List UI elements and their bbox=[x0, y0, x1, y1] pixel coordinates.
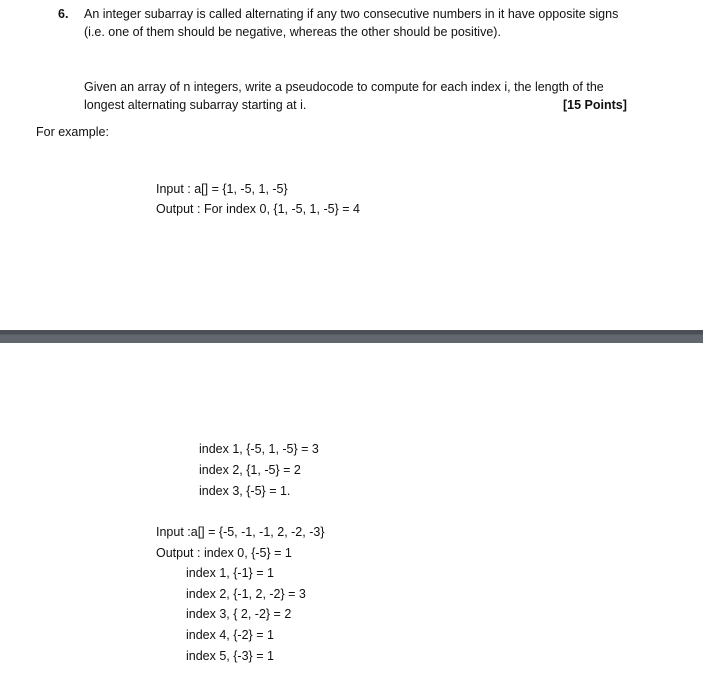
example1-index-line: index 1, {-5, 1, -5} = 3 bbox=[199, 442, 319, 456]
example2-index-line: index 5, {-3} = 1 bbox=[186, 649, 274, 663]
example-heading: For example: bbox=[36, 125, 109, 139]
example1-output: Output : For index 0, {1, -5, 1, -5} = 4 bbox=[156, 202, 360, 216]
example1-input: Input : a[] = {1, -5, 1, -5} bbox=[156, 182, 288, 196]
example1-index-line: index 3, {-5} = 1. bbox=[199, 484, 291, 498]
example2-index-line: index 2, {-1, 2, -2} = 3 bbox=[186, 587, 306, 601]
example2-input: Input :a[] = {-5, -1, -1, 2, -2, -3} bbox=[156, 525, 325, 539]
question-text-line-1: An integer subarray is called alternating if any two consecutive numbers in it have opposite signs bbox=[84, 7, 619, 21]
question-number: 6. bbox=[58, 7, 69, 21]
example2-index-line: index 3, { 2, -2} = 2 bbox=[186, 607, 292, 621]
task-text-line-2: longest alternating subarray starting at i. bbox=[84, 98, 307, 112]
example2-output: Output : index 0, {-5} = 1 bbox=[156, 546, 292, 560]
example2-index-line: index 1, {-1} = 1 bbox=[186, 566, 274, 580]
example1-index-line: index 2, {1, -5} = 2 bbox=[199, 463, 301, 477]
points-label: [15 Points] bbox=[563, 98, 627, 112]
page-break-divider bbox=[0, 330, 703, 343]
example2-index-line: index 4, {-2} = 1 bbox=[186, 628, 274, 642]
question-text-line-2: (i.e. one of them should be negative, whereas the other should be positive). bbox=[84, 25, 501, 39]
task-text-line-1: Given an array of n integers, write a pseudocode to compute for each index i, the length of the bbox=[84, 80, 604, 94]
